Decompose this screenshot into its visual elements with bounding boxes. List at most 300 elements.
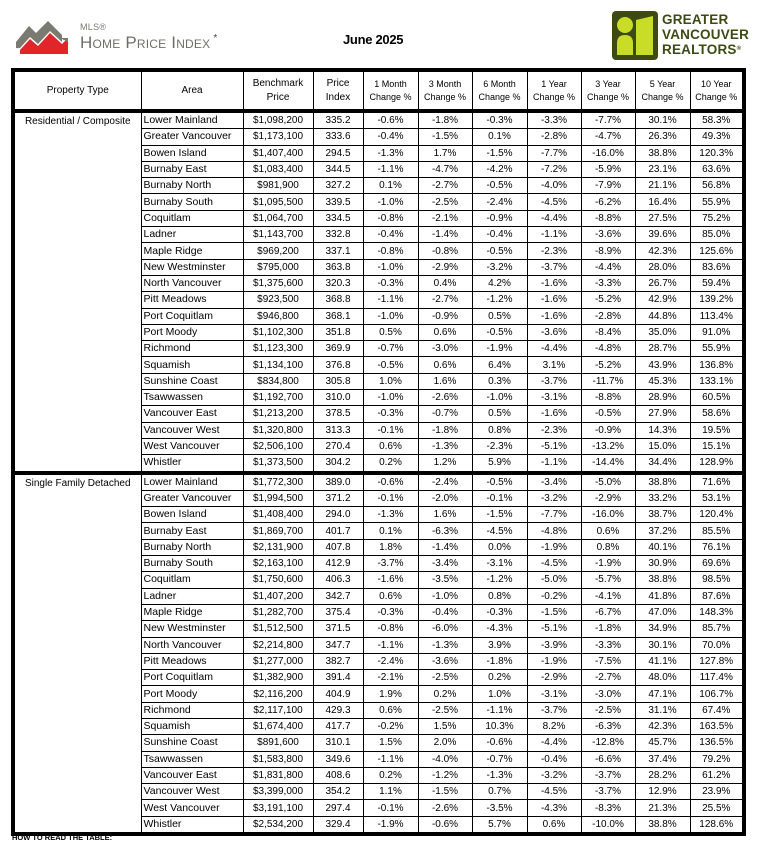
change-percent-cell: -7.7% xyxy=(527,145,581,161)
change-percent-cell: -1.3% xyxy=(418,438,472,454)
benchmark-price-cell: $1,134,100 xyxy=(243,357,313,373)
benchmark-price-cell: $1,831,800 xyxy=(243,767,313,783)
change-percent-cell: -1.4% xyxy=(418,539,472,555)
change-percent-cell: 1.2% xyxy=(418,455,472,473)
price-index-cell: 378.5 xyxy=(313,406,363,422)
price-index-cell: 382.7 xyxy=(313,653,363,669)
price-index-cell: 417.7 xyxy=(313,718,363,734)
change-percent-cell: 15.1% xyxy=(690,438,744,454)
change-percent-cell: -1.1% xyxy=(363,161,418,177)
change-percent-cell: -6.0% xyxy=(418,621,472,637)
change-percent-cell: -1.6% xyxy=(527,292,581,308)
benchmark-price-cell: $2,506,100 xyxy=(243,438,313,454)
change-percent-cell: -2.8% xyxy=(527,129,581,145)
change-percent-cell: -7.7% xyxy=(581,111,635,129)
column-header xyxy=(690,70,744,111)
change-percent-cell: 2.0% xyxy=(418,735,472,751)
change-percent-cell: 53.1% xyxy=(690,490,744,506)
change-percent-cell: 61.2% xyxy=(690,767,744,783)
area-cell: Ladner xyxy=(141,588,243,604)
area-cell: Lower Mainland xyxy=(141,473,243,491)
change-percent-cell: 0.4% xyxy=(418,275,472,291)
column-header-line1: 6 Month xyxy=(483,78,516,89)
change-percent-cell: 1.0% xyxy=(363,373,418,389)
area-cell: Richmond xyxy=(141,341,243,357)
change-percent-cell: 26.3% xyxy=(635,129,690,145)
change-percent-cell: -3.7% xyxy=(581,767,635,783)
change-percent-cell: -1.8% xyxy=(581,621,635,637)
change-percent-cell: -1.3% xyxy=(363,145,418,161)
benchmark-price-cell: $2,117,100 xyxy=(243,702,313,718)
change-percent-cell: 0.6% xyxy=(363,438,418,454)
change-percent-cell: -0.3% xyxy=(363,604,418,620)
change-percent-cell: -0.2% xyxy=(527,588,581,604)
price-index-cell: 332.8 xyxy=(313,227,363,243)
change-percent-cell: -4.0% xyxy=(527,178,581,194)
area-cell: West Vancouver xyxy=(141,438,243,454)
change-percent-cell: -0.8% xyxy=(363,210,418,226)
change-percent-cell: -13.2% xyxy=(581,438,635,454)
hpi-asterisk: * xyxy=(213,33,218,44)
change-percent-cell: -2.8% xyxy=(581,308,635,324)
area-cell: Sunshine Coast xyxy=(141,735,243,751)
change-percent-cell: -4.3% xyxy=(472,621,527,637)
change-percent-cell: -1.8% xyxy=(418,111,472,129)
benchmark-price-cell: $1,512,500 xyxy=(243,621,313,637)
change-percent-cell: -3.6% xyxy=(418,653,472,669)
price-index-cell: 310.1 xyxy=(313,735,363,751)
change-percent-cell: 0.8% xyxy=(581,539,635,555)
change-percent-cell: 5.7% xyxy=(472,816,527,834)
change-percent-cell: -1.9% xyxy=(363,816,418,834)
change-percent-cell: 58.3% xyxy=(690,111,744,129)
benchmark-price-cell: $1,083,400 xyxy=(243,161,313,177)
column-header xyxy=(313,70,363,111)
change-percent-cell: -0.9% xyxy=(581,422,635,438)
price-index-cell: 351.8 xyxy=(313,324,363,340)
column-header-line2: Change % xyxy=(423,91,467,102)
change-percent-cell: 91.0% xyxy=(690,324,744,340)
area-cell: Port Coquitlam xyxy=(141,670,243,686)
change-percent-cell: -14.4% xyxy=(581,455,635,473)
price-index-cell: 368.8 xyxy=(313,292,363,308)
change-percent-cell: 38.8% xyxy=(635,816,690,834)
change-percent-cell: -5.1% xyxy=(527,621,581,637)
change-percent-cell: 12.9% xyxy=(635,784,690,800)
change-percent-cell: -5.2% xyxy=(581,292,635,308)
change-percent-cell: 136.5% xyxy=(690,735,744,751)
change-percent-cell: -3.4% xyxy=(418,556,472,572)
change-percent-cell: 23.1% xyxy=(635,161,690,177)
change-percent-cell: -4.8% xyxy=(581,341,635,357)
change-percent-cell: -8.4% xyxy=(581,324,635,340)
change-percent-cell: -8.9% xyxy=(581,243,635,259)
change-percent-cell: 1.1% xyxy=(363,784,418,800)
price-index-cell: 371.5 xyxy=(313,621,363,637)
change-percent-cell: 120.3% xyxy=(690,145,744,161)
column-header-line1: 3 Month xyxy=(428,78,462,89)
area-cell: Greater Vancouver xyxy=(141,129,243,145)
change-percent-cell: -0.8% xyxy=(418,243,472,259)
change-percent-cell: -2.7% xyxy=(581,670,635,686)
price-index-cell: 305.8 xyxy=(313,373,363,389)
area-cell: Port Moody xyxy=(141,324,243,340)
change-percent-cell: 21.3% xyxy=(635,800,690,816)
change-percent-cell: -5.2% xyxy=(581,357,635,373)
change-percent-cell: -3.5% xyxy=(472,800,527,816)
gvr-mark-icon xyxy=(612,11,658,60)
area-cell: Coquitlam xyxy=(141,572,243,588)
price-index-cell: 297.4 xyxy=(313,800,363,816)
change-percent-cell: -2.3% xyxy=(527,243,581,259)
change-percent-cell: -12.8% xyxy=(581,735,635,751)
change-percent-cell: 0.5% xyxy=(363,324,418,340)
price-index-cell: 408.6 xyxy=(313,767,363,783)
change-percent-cell: -4.7% xyxy=(418,161,472,177)
column-header-line2: Change % xyxy=(695,91,738,102)
change-percent-cell: 38.7% xyxy=(635,507,690,523)
change-percent-cell: -7.5% xyxy=(581,653,635,669)
change-percent-cell: -3.2% xyxy=(527,490,581,506)
price-index-cell: 310.0 xyxy=(313,390,363,406)
change-percent-cell: 37.4% xyxy=(635,751,690,767)
change-percent-cell: -4.7% xyxy=(581,129,635,145)
benchmark-price-cell: $1,277,000 xyxy=(243,653,313,669)
column-header-line1: Benchmark xyxy=(252,77,304,89)
price-index-cell: 389.0 xyxy=(313,473,363,491)
change-percent-cell: 55.9% xyxy=(690,194,744,210)
change-percent-cell: -2.7% xyxy=(418,292,472,308)
column-header-line1: 1 Year xyxy=(541,78,567,89)
change-percent-cell: -2.9% xyxy=(527,670,581,686)
change-percent-cell: -10.0% xyxy=(581,816,635,834)
change-percent-cell: 83.6% xyxy=(690,259,744,275)
change-percent-cell: -3.7% xyxy=(527,702,581,718)
change-percent-cell: 15.0% xyxy=(635,438,690,454)
change-percent-cell: 0.6% xyxy=(418,357,472,373)
change-percent-cell: 1.6% xyxy=(418,507,472,523)
change-percent-cell: 1.7% xyxy=(418,145,472,161)
change-percent-cell: -0.5% xyxy=(472,324,527,340)
change-percent-cell: -1.8% xyxy=(472,653,527,669)
price-index-cell: 368.1 xyxy=(313,308,363,324)
change-percent-cell: 71.6% xyxy=(690,473,744,491)
area-cell: West Vancouver xyxy=(141,800,243,816)
change-percent-cell: -2.5% xyxy=(418,670,472,686)
property-type-cell: Residential / Composite xyxy=(13,111,141,473)
price-index-cell: 349.6 xyxy=(313,751,363,767)
change-percent-cell: -7.7% xyxy=(527,507,581,523)
gvr-line-2: VANCOUVER xyxy=(662,27,750,42)
change-percent-cell: 33.2% xyxy=(635,490,690,506)
change-percent-cell: -1.0% xyxy=(472,390,527,406)
change-percent-cell: 125.6% xyxy=(690,243,744,259)
change-percent-cell: -2.5% xyxy=(581,702,635,718)
benchmark-price-cell: $1,192,700 xyxy=(243,390,313,406)
area-cell: Coquitlam xyxy=(141,210,243,226)
area-cell: Vancouver West xyxy=(141,784,243,800)
change-percent-cell: -1.1% xyxy=(527,455,581,473)
change-percent-cell: 39.6% xyxy=(635,227,690,243)
benchmark-price-cell: $1,407,200 xyxy=(243,588,313,604)
change-percent-cell: -1.9% xyxy=(527,653,581,669)
change-percent-cell: -0.6% xyxy=(472,735,527,751)
area-cell: Maple Ridge xyxy=(141,604,243,620)
area-cell: New Westminster xyxy=(141,259,243,275)
change-percent-cell: 59.4% xyxy=(690,275,744,291)
change-percent-cell: -1.0% xyxy=(363,390,418,406)
change-percent-cell: -0.5% xyxy=(472,178,527,194)
area-cell: Squamish xyxy=(141,357,243,373)
benchmark-price-cell: $795,000 xyxy=(243,259,313,275)
price-index-cell: 294.0 xyxy=(313,507,363,523)
area-cell: Burnaby East xyxy=(141,523,243,539)
change-percent-cell: 31.1% xyxy=(635,702,690,718)
change-percent-cell: 0.0% xyxy=(472,539,527,555)
benchmark-price-cell: $891,600 xyxy=(243,735,313,751)
column-header xyxy=(635,70,690,111)
change-percent-cell: 0.6% xyxy=(581,523,635,539)
area-cell: Bowen Island xyxy=(141,507,243,523)
benchmark-price-cell: $1,382,900 xyxy=(243,670,313,686)
price-index-cell: 391.4 xyxy=(313,670,363,686)
change-percent-cell: -0.7% xyxy=(363,341,418,357)
change-percent-cell: -5.1% xyxy=(527,438,581,454)
change-percent-cell: -0.1% xyxy=(363,422,418,438)
change-percent-cell: -0.9% xyxy=(472,210,527,226)
benchmark-price-cell: $1,994,500 xyxy=(243,490,313,506)
change-percent-cell: 23.9% xyxy=(690,784,744,800)
change-percent-cell: 0.8% xyxy=(472,588,527,604)
change-percent-cell: 1.5% xyxy=(418,718,472,734)
change-percent-cell: -7.2% xyxy=(527,161,581,177)
change-percent-cell: 136.8% xyxy=(690,357,744,373)
change-percent-cell: -1.5% xyxy=(527,604,581,620)
change-percent-cell: -0.1% xyxy=(472,490,527,506)
change-percent-cell: -0.3% xyxy=(472,111,527,129)
benchmark-price-cell: $1,095,500 xyxy=(243,194,313,210)
benchmark-price-cell: $1,064,700 xyxy=(243,210,313,226)
change-percent-cell: -4.4% xyxy=(527,735,581,751)
change-percent-cell: -2.7% xyxy=(418,178,472,194)
change-percent-cell: 128.6% xyxy=(690,816,744,834)
area-cell: North Vancouver xyxy=(141,637,243,653)
table-header-row xyxy=(13,70,744,111)
benchmark-price-cell: $3,191,100 xyxy=(243,800,313,816)
price-index-cell: 329.4 xyxy=(313,816,363,834)
change-percent-cell: -1.1% xyxy=(527,227,581,243)
price-index-cell: 371.2 xyxy=(313,490,363,506)
change-percent-cell: -1.4% xyxy=(418,227,472,243)
change-percent-cell: 38.8% xyxy=(635,145,690,161)
column-header-line1: Property Type xyxy=(46,84,109,96)
change-percent-cell: 76.1% xyxy=(690,539,744,555)
change-percent-cell: 127.8% xyxy=(690,653,744,669)
change-percent-cell: -4.8% xyxy=(527,523,581,539)
change-percent-cell: 16.4% xyxy=(635,194,690,210)
change-percent-cell: -6.3% xyxy=(581,718,635,734)
benchmark-price-cell: $2,116,200 xyxy=(243,686,313,702)
change-percent-cell: -1.0% xyxy=(363,194,418,210)
column-header-line2: Change % xyxy=(478,91,521,102)
change-percent-cell: 42.3% xyxy=(635,243,690,259)
change-percent-cell: -6.6% xyxy=(581,751,635,767)
price-index-cell: 376.8 xyxy=(313,357,363,373)
column-header-line1: 3 Year xyxy=(595,78,621,89)
change-percent-cell: -3.7% xyxy=(581,784,635,800)
change-percent-cell: 0.1% xyxy=(363,178,418,194)
area-cell: Tsawwassen xyxy=(141,390,243,406)
change-percent-cell: -0.6% xyxy=(363,111,418,129)
change-percent-cell: -2.3% xyxy=(472,438,527,454)
change-percent-cell: -0.5% xyxy=(472,473,527,491)
column-header-line1: Price xyxy=(326,77,350,89)
change-percent-cell: 28.7% xyxy=(635,341,690,357)
change-percent-cell: -0.6% xyxy=(418,816,472,834)
price-index-cell: 327.2 xyxy=(313,178,363,194)
change-percent-cell: -2.1% xyxy=(418,210,472,226)
change-percent-cell: -11.7% xyxy=(581,373,635,389)
change-percent-cell: 25.5% xyxy=(690,800,744,816)
price-index-cell: 333.6 xyxy=(313,129,363,145)
area-cell: Burnaby East xyxy=(141,161,243,177)
change-percent-cell: -1.6% xyxy=(527,275,581,291)
change-percent-cell: -0.5% xyxy=(581,406,635,422)
change-percent-cell: 128.9% xyxy=(690,455,744,473)
price-index-cell: 347.7 xyxy=(313,637,363,653)
change-percent-cell: -0.4% xyxy=(472,227,527,243)
area-cell: Port Coquitlam xyxy=(141,308,243,324)
price-index-cell: 334.5 xyxy=(313,210,363,226)
change-percent-cell: 139.2% xyxy=(690,292,744,308)
gvr-line-1: GREATER xyxy=(662,12,729,27)
change-percent-cell: 0.5% xyxy=(472,406,527,422)
price-index-cell: 337.1 xyxy=(313,243,363,259)
benchmark-price-cell: $1,123,300 xyxy=(243,341,313,357)
change-percent-cell: -8.3% xyxy=(581,800,635,816)
change-percent-cell: -4.1% xyxy=(581,588,635,604)
price-index-cell: 339.5 xyxy=(313,194,363,210)
change-percent-cell: 0.6% xyxy=(363,588,418,604)
column-header xyxy=(363,70,418,111)
benchmark-price-cell: $1,407,400 xyxy=(243,145,313,161)
change-percent-cell: -16.0% xyxy=(581,507,635,523)
change-percent-cell: 42.9% xyxy=(635,292,690,308)
price-index-cell: 412.9 xyxy=(313,556,363,572)
change-percent-cell: 113.4% xyxy=(690,308,744,324)
area-cell: Pitt Meadows xyxy=(141,653,243,669)
column-header xyxy=(418,70,472,111)
area-cell: Greater Vancouver xyxy=(141,490,243,506)
change-percent-cell: 30.9% xyxy=(635,556,690,572)
house-chart-icon xyxy=(16,20,74,54)
change-percent-cell: -1.9% xyxy=(527,539,581,555)
change-percent-cell: -2.6% xyxy=(418,800,472,816)
change-percent-cell: -3.0% xyxy=(581,686,635,702)
column-header xyxy=(13,70,141,111)
price-index-cell: 369.9 xyxy=(313,341,363,357)
change-percent-cell: 79.2% xyxy=(690,751,744,767)
change-percent-cell: -3.2% xyxy=(527,767,581,783)
change-percent-cell: -2.3% xyxy=(527,422,581,438)
area-cell: Ladner xyxy=(141,227,243,243)
change-percent-cell: -1.8% xyxy=(418,422,472,438)
change-percent-cell: 148.3% xyxy=(690,604,744,620)
change-percent-cell: 34.4% xyxy=(635,455,690,473)
change-percent-cell: 0.6% xyxy=(527,816,581,834)
area-cell: Whistler xyxy=(141,455,243,473)
area-cell: North Vancouver xyxy=(141,275,243,291)
price-index-cell: 406.3 xyxy=(313,572,363,588)
change-percent-cell: -2.5% xyxy=(418,702,472,718)
area-cell: Bowen Island xyxy=(141,145,243,161)
change-percent-cell: 27.9% xyxy=(635,406,690,422)
change-percent-cell: 43.9% xyxy=(635,357,690,373)
change-percent-cell: -0.1% xyxy=(363,800,418,816)
benchmark-price-cell: $1,373,500 xyxy=(243,455,313,473)
change-percent-cell: 75.2% xyxy=(690,210,744,226)
benchmark-price-cell: $1,583,800 xyxy=(243,751,313,767)
change-percent-cell: -4.5% xyxy=(527,784,581,800)
change-percent-cell: 40.1% xyxy=(635,539,690,555)
change-percent-cell: 38.8% xyxy=(635,572,690,588)
table-row xyxy=(13,111,744,129)
change-percent-cell: 0.6% xyxy=(418,324,472,340)
change-percent-cell: 0.8% xyxy=(472,422,527,438)
change-percent-cell: 42.3% xyxy=(635,718,690,734)
change-percent-cell: -3.3% xyxy=(581,637,635,653)
benchmark-price-cell: $2,214,800 xyxy=(243,637,313,653)
area-cell: Vancouver East xyxy=(141,767,243,783)
change-percent-cell: 98.5% xyxy=(690,572,744,588)
column-header-line2: Change % xyxy=(532,91,576,102)
benchmark-price-cell: $2,534,200 xyxy=(243,816,313,834)
area-cell: Lower Mainland xyxy=(141,111,243,129)
change-percent-cell: 0.1% xyxy=(363,523,418,539)
change-percent-cell: 6.4% xyxy=(472,357,527,373)
change-percent-cell: 41.1% xyxy=(635,653,690,669)
change-percent-cell: -8.8% xyxy=(581,210,635,226)
area-cell: Burnaby North xyxy=(141,178,243,194)
price-index-cell: 429.3 xyxy=(313,702,363,718)
change-percent-cell: -4.4% xyxy=(527,341,581,357)
benchmark-price-cell: $1,102,300 xyxy=(243,324,313,340)
change-percent-cell: -1.5% xyxy=(418,784,472,800)
change-percent-cell: -1.6% xyxy=(527,406,581,422)
change-percent-cell: -0.7% xyxy=(472,751,527,767)
gvr-wordmark xyxy=(662,12,749,57)
change-percent-cell: -1.3% xyxy=(418,637,472,653)
change-percent-cell: -4.5% xyxy=(527,556,581,572)
change-percent-cell: -1.1% xyxy=(363,751,418,767)
change-percent-cell: -2.5% xyxy=(418,194,472,210)
change-percent-cell: 48.0% xyxy=(635,670,690,686)
gvr-line-3-text: REALTORS xyxy=(662,42,737,57)
change-percent-cell: 67.4% xyxy=(690,702,744,718)
change-percent-cell: -3.6% xyxy=(527,324,581,340)
price-index-cell: 270.4 xyxy=(313,438,363,454)
change-percent-cell: 63.6% xyxy=(690,161,744,177)
change-percent-cell: 30.1% xyxy=(635,637,690,653)
how-to-read-heading: HOW TO READ THE TABLE: xyxy=(12,833,113,842)
change-percent-cell: -0.5% xyxy=(363,357,418,373)
benchmark-price-cell: $923,500 xyxy=(243,292,313,308)
area-cell: Port Moody xyxy=(141,686,243,702)
change-percent-cell: 0.2% xyxy=(363,767,418,783)
column-header-line2: Change % xyxy=(641,91,684,102)
change-percent-cell: -0.9% xyxy=(418,308,472,324)
change-percent-cell: -1.9% xyxy=(472,341,527,357)
